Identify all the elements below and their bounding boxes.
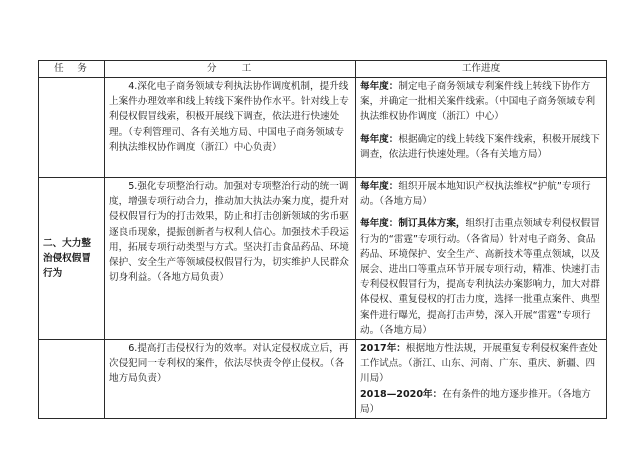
division-cell: 6.提高打击侵权行为的效率。对认定侵权成立后，再次侵犯同一专利权的案件，依法尽快责令停止侵权。（各地方局负责）	[105, 340, 356, 419]
progress-text: 根据地方性法规，开展重复专利侵权案件查处工作试点。（浙江、山东、河南、广东、重庆、新疆、四川局）	[360, 343, 598, 385]
progress-label: 2017年：	[360, 343, 406, 355]
table-header-row	[39, 61, 607, 78]
task-cell	[39, 178, 105, 340]
progress-label: 2018—2020年：	[360, 388, 443, 400]
progress-text: 制定电子商务领域专利案件线上转线下协作方案，并确定一批相关案件线索。（中国电子商务领域专利执法维权协作调度（浙江）中心）	[360, 81, 596, 123]
progress-item	[360, 341, 602, 387]
progress-cell	[356, 340, 607, 419]
division-cell: 4.深化电子商务领域专利执法协作调度机制，提升线上案件办理效率和线上转线下案件协作水平。针对线上专利侵权假冒线索，积极开展线下调查，依法进行快速处理。（专利管理司、各有关地方局、中国电子商务领域专利执法维权协作调度（浙江）中心负责）	[105, 78, 356, 178]
progress-item	[360, 387, 602, 417]
progress-item	[360, 132, 602, 162]
header-division: 分 工	[105, 61, 356, 78]
progress-label: 每年度：	[360, 133, 399, 145]
task-name: 二、大力整治侵权假冒行为	[43, 237, 91, 280]
task-cell	[39, 78, 105, 178]
progress-text: 组织打击重点领域专利侵权假冒行为的“雷霆”专项行动。（各省局）针对电子商务、食品药品、环境保护、安全生产、高新技术等重点领域，以及展会、进出口等重点环节开展专项行动，精准、快速打击专利侵权假冒行为，提高专利执法办案影响力，加大对群体侵权、重复侵权的打击力度，选择一批重点案件、典型案件进行曝光，提高打击声势，深入开展“雷霆”专项行动。（各地方局）	[360, 218, 600, 336]
progress-text: 根据确定的线上转线下案件线索，积极开展线下调查，依法进行快速处理。（各有关地方局）	[360, 133, 600, 160]
task-table	[38, 60, 607, 419]
task-cell	[39, 340, 105, 419]
table-row	[39, 340, 607, 419]
progress-cell	[356, 178, 607, 340]
progress-label: 每年度：制订具体方案，	[360, 218, 466, 230]
header-task: 任 务	[39, 61, 105, 78]
progress-text: 在有条件的地方逐步推开。（各地方局）	[360, 388, 591, 415]
progress-cell	[356, 78, 607, 178]
progress-item	[360, 179, 602, 209]
progress-label: 每年度：	[360, 81, 399, 92]
division-cell: 5.强化专项整治行动。加强对专项整治行动的统一调度，增强专项行动合力，推动加大执法办案力度，提升对侵权假冒行为的打击效果，防止和打击创新领域的劣币驱逐良币现象，提振创新者与权利人信心。加强技术手段运用，拓展专项行动类型与方式。坚决打击食品药品、环境保护、安全生产等领域侵权假冒行为，切实维护人民群众切身利益。（各地方局负责）	[105, 178, 356, 340]
progress-item	[360, 79, 602, 125]
progress-text: 组织开展本地知识产权执法维权“护航”专项行动。（各地方局）	[360, 181, 591, 208]
header-progress: 工作进度	[356, 61, 607, 78]
table-row	[39, 178, 607, 340]
progress-item	[360, 216, 602, 338]
table-row	[39, 78, 607, 178]
progress-label: 每年度：	[360, 181, 399, 192]
